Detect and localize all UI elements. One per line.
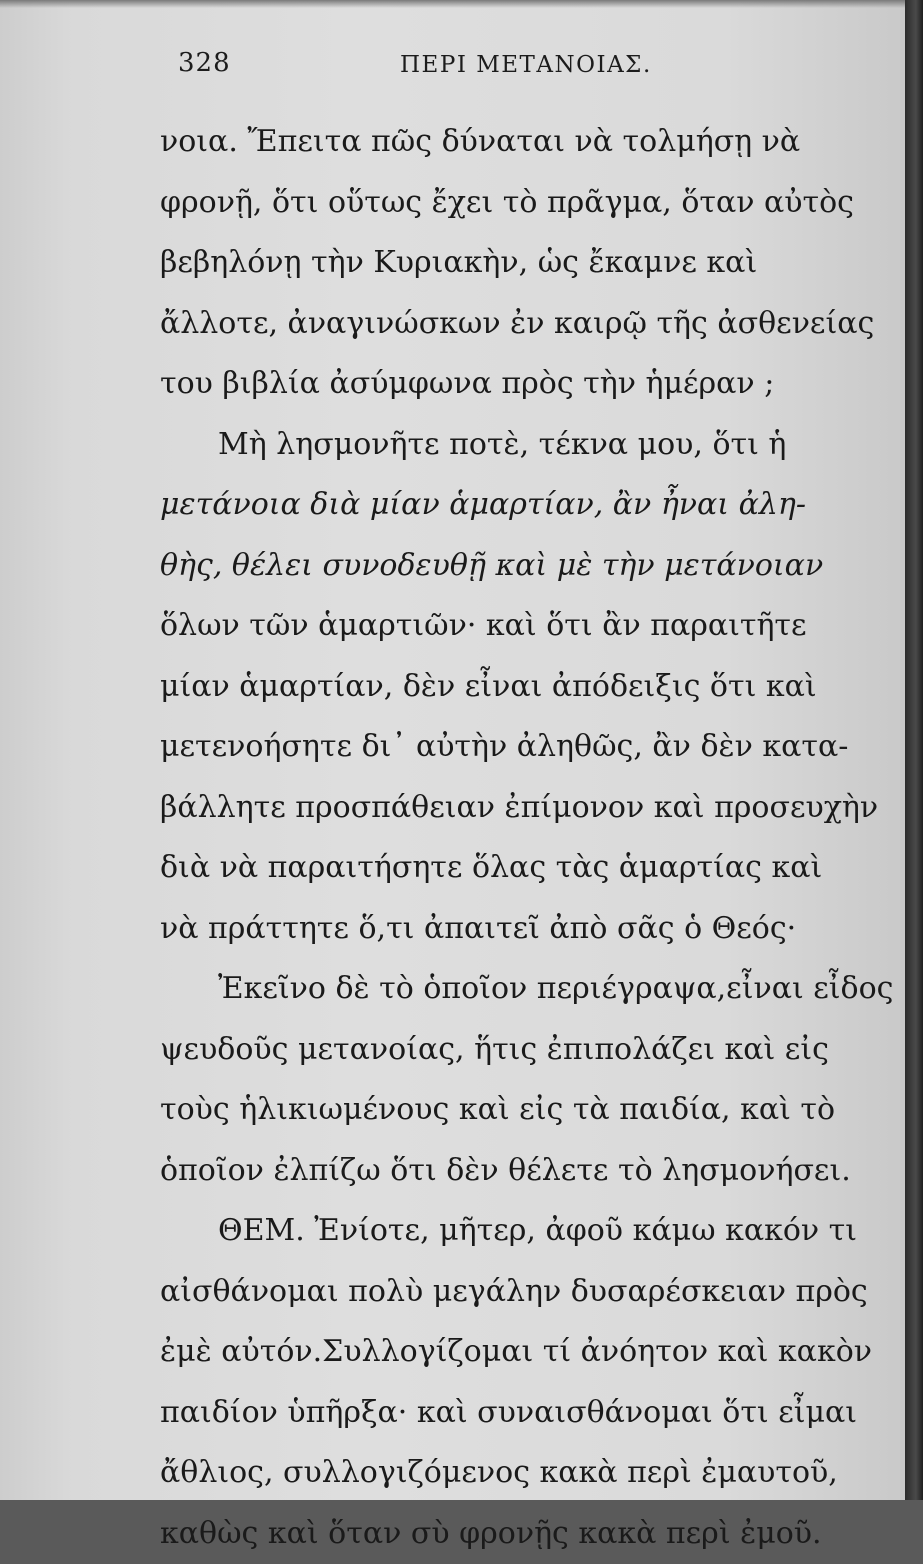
paragraph-start-line: ΘΕΜ. Ἐνίοτε, μῆτερ, ἀφοῦ κάμω κακόν τι: [160, 1201, 850, 1262]
text-line: μετενοήσητε δι᾽ αὐτὴν ἀληθῶς, ἂν δὲν κατα-: [160, 717, 850, 778]
text-line: ἐμὲ αὐτόν.Συλλογίζομαι τί ἀνόητον καὶ κακὸν: [160, 1322, 850, 1383]
text-line: βεβηλόνῃ τὴν Κυριακὴν, ὡς ἔκαμνε καὶ: [160, 233, 850, 294]
running-head: [178, 44, 668, 84]
paragraph-start-line: Μὴ λησμονῆτε ποτὲ, τέκνα μου, ὅτι ἡ: [160, 415, 850, 476]
text-line: καθὼς καὶ ὅταν σὺ φρονῇς κακὰ περὶ ἐμοῦ.: [160, 1504, 850, 1564]
running-title: ΠΕΡΙ ΜΕΤΑΝΟΙΑΣ.: [400, 52, 652, 78]
text-line: παιδίον ὑπῆρξα· καὶ συναισθάνομαι ὅτι εἶμαι: [160, 1383, 850, 1444]
book-edge-shadow: [905, 0, 923, 1500]
text-line: ἄθλιος, συλλογιζόμενος κακὰ περὶ ἐμαυτοῦ,: [160, 1443, 850, 1504]
text-line: μετάνοια διὰ μίαν ἁμαρτίαν, ἂν ἦναι ἀλη-: [160, 475, 850, 536]
text-line: τοὺς ἡλικιωμένους καὶ εἰς τὰ παιδία, καὶ τὸ: [160, 1080, 850, 1141]
text-line: ὅλων τῶν ἁμαρτιῶν· καὶ ὅτι ἂν παραιτῆτε: [160, 596, 850, 657]
paragraph-start-line: Ἐκεῖνο δὲ τὸ ὁποῖον περιέγραψα,εἶναι εἶδος: [160, 959, 850, 1020]
text-line: θὴς, θέλει συνοδευθῇ καὶ μὲ τὴν μετάνοιαν: [160, 536, 850, 597]
text-line: αἰσθάνομαι πολὺ μεγάλην δυσαρέσκειαν πρὸς: [160, 1262, 850, 1323]
page-number: 328: [178, 48, 231, 78]
text-line: του βιβλία ἀσύμφωνα πρὸς τὴν ἡμέραν ;: [160, 354, 850, 415]
text-line: βάλλητε προσπάθειαν ἐπίμονον καὶ προσευχὴν: [160, 778, 850, 839]
text-line: διὰ νὰ παραιτήσητε ὅλας τὰς ἁμαρτίας καὶ: [160, 838, 850, 899]
text-line: νὰ πράττητε ὅ,τι ἀπαιτεῖ ἀπὸ σᾶς ὁ Θεός·: [160, 899, 850, 960]
text-line: φρονῇ, ὅτι οὕτως ἔχει τὸ πρᾶγμα, ὅταν αὐτὸς: [160, 173, 850, 234]
text-line: μίαν ἁμαρτίαν, δὲν εἶναι ἀπόδειξις ὅτι καὶ: [160, 657, 850, 718]
text-line: ὁποῖον ἐλπίζω ὅτι δὲν θέλετε τὸ λησμονήσει.: [160, 1141, 850, 1202]
text-line: ψευδοῦς μετανοίας, ἥτις ἐπιπολάζει καὶ εἰς: [160, 1020, 850, 1081]
text-line: νοια. Ἔπειτα πῶς δύναται νὰ τολμήσῃ νὰ: [160, 112, 850, 173]
text-line: ἄλλοτε, ἀναγινώσκων ἐν καιρῷ τῆς ἀσθενείας: [160, 294, 850, 355]
page-top-shadow: [0, 0, 905, 8]
body-text: [160, 112, 850, 1564]
